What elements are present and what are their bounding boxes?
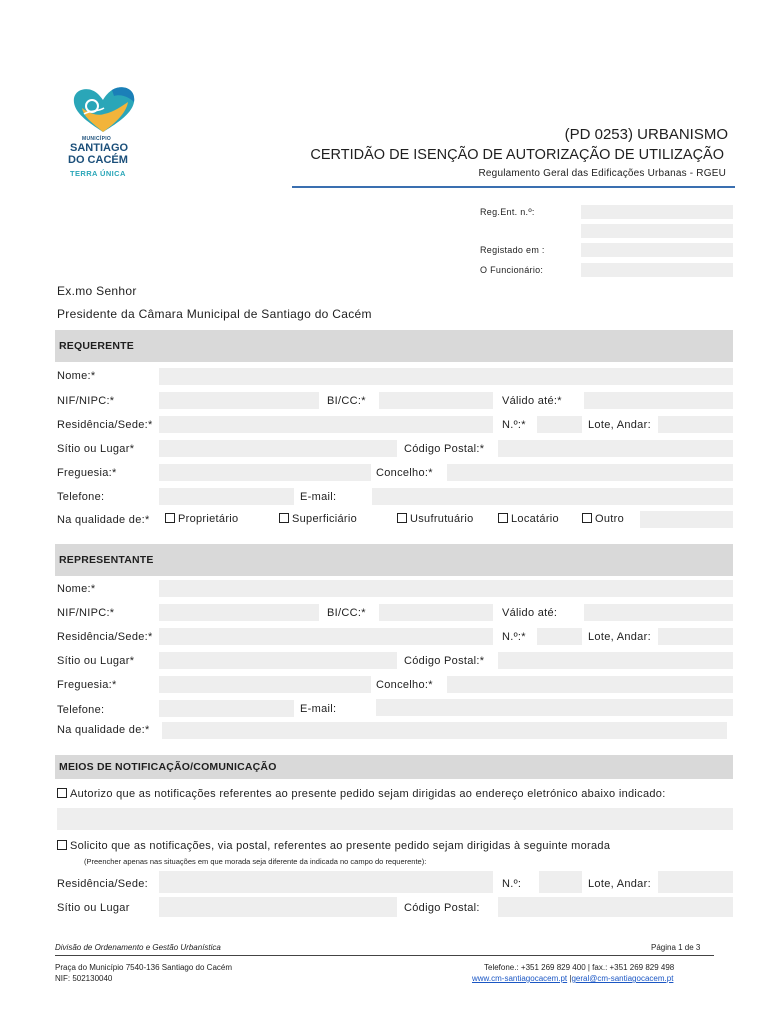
option-superficiario: Superficiário — [292, 513, 358, 525]
option-proprietario: Proprietário — [178, 513, 239, 525]
req-freguesia-label: Freguesia:* — [57, 467, 117, 479]
notif-residencia-label: Residência/Sede: — [57, 878, 149, 890]
req-nif-field[interactable] — [159, 392, 319, 409]
req-email-label: E-mail: — [300, 491, 337, 503]
req-valido-field[interactable] — [584, 392, 733, 409]
req-email-field[interactable] — [372, 488, 733, 505]
addressee-line1: Ex.mo Senhor — [57, 284, 137, 298]
req-residencia-field[interactable] — [159, 416, 493, 433]
rep-email-field[interactable] — [376, 699, 733, 716]
option-usufrutuario: Usufrutuário — [410, 513, 474, 525]
checkbox-outro[interactable] — [582, 513, 624, 525]
footer-address: Praça do Município 7540-136 Santiago do Cacém — [55, 963, 232, 972]
req-bi-field[interactable] — [379, 392, 493, 409]
footer-web-link[interactable]: www.cm-santiagocacem.pt — [472, 974, 568, 983]
rep-nome-field[interactable] — [159, 580, 733, 597]
reg-ent-label: Reg.Ent. n.º: — [480, 207, 535, 217]
footer-page: Página 1 de 3 — [651, 943, 701, 952]
notif-cp-field[interactable] — [498, 897, 733, 917]
notif-email-field[interactable] — [57, 808, 733, 830]
addressee-line2: Presidente da Câmara Municipal de Santiago do Cacém — [57, 307, 372, 321]
rep-qualidade-field[interactable] — [162, 722, 727, 739]
rep-residencia-field[interactable] — [159, 628, 493, 645]
logo-line1: MUNICÍPIO — [82, 136, 112, 142]
checkbox-icon — [498, 513, 508, 523]
req-qualidade-label: Na qualidade de:* — [57, 514, 150, 526]
rep-telefone-field[interactable] — [159, 700, 294, 717]
rep-residencia-label: Residência/Sede:* — [57, 631, 153, 643]
footer-separator: | — [567, 974, 572, 983]
rep-freguesia-label: Freguesia:* — [57, 679, 117, 691]
req-numero-label: N.º:* — [502, 419, 526, 431]
rep-nif-field[interactable] — [159, 604, 319, 621]
footer-email-link[interactable]: geral@cm-santiagocacem.pt — [571, 974, 674, 983]
rep-bi-field[interactable] — [379, 604, 493, 621]
checkbox-icon — [582, 513, 592, 523]
funcionario-label: O Funcionário: — [480, 265, 544, 275]
req-concelho-label: Concelho:* — [376, 467, 433, 479]
rep-valido-label: Válido até: — [502, 607, 558, 619]
checkbox-icon — [279, 513, 289, 523]
footer-divider — [55, 955, 714, 956]
logo-line3: DO CACÉM — [68, 154, 128, 166]
checkbox-icon — [397, 513, 407, 523]
funcionario-field[interactable] — [581, 263, 733, 277]
checkbox-superficiario[interactable] — [279, 513, 357, 525]
req-sitio-field[interactable] — [159, 440, 397, 457]
autorizo-text: Autorizo que as notificações referentes ao presente pedido sejam dirigidas ao endereço eletrónico abaixo indicado: — [70, 788, 666, 800]
reg-ent-field[interactable] — [581, 205, 733, 219]
footer-links — [472, 974, 673, 983]
section-representante: REPRESENTANTE — [55, 544, 733, 576]
checkbox-icon — [57, 840, 67, 850]
checkbox-autorizo[interactable] — [57, 788, 666, 800]
footer-phone: Telefone.: +351 269 829 400 | fax.: +351 269 829 498 — [484, 963, 675, 972]
req-freguesia-field[interactable] — [159, 464, 371, 481]
rep-concelho-field[interactable] — [447, 676, 733, 693]
rep-concelho-label: Concelho:* — [376, 679, 433, 691]
rep-numero-label: N.º:* — [502, 631, 526, 643]
checkbox-usufrutuario[interactable] — [397, 513, 474, 525]
section-notificacao: MEIOS DE NOTIFICAÇÃO/COMUNICAÇÃO — [55, 755, 733, 779]
rep-lote-field[interactable] — [658, 628, 733, 645]
rep-cp-field[interactable] — [498, 652, 733, 669]
rep-lote-label: Lote, Andar: — [588, 631, 651, 643]
option-outro: Outro — [595, 513, 625, 525]
req-nome-field[interactable] — [159, 368, 733, 385]
notif-residencia-field[interactable] — [159, 871, 493, 893]
req-cp-label: Código Postal:* — [404, 443, 485, 455]
notif-lote-field[interactable] — [658, 871, 733, 893]
rep-bi-label: BI/CC:* — [327, 607, 366, 619]
notif-cp-label: Código Postal: — [404, 902, 480, 914]
notif-sitio-label: Sítio ou Lugar — [57, 902, 130, 914]
municipality-logo — [62, 84, 142, 184]
rep-freguesia-field[interactable] — [159, 676, 371, 693]
footer-division: Divisão de Ordenamento e Gestão Urbanística — [55, 943, 221, 952]
document-title: CERTIDÃO DE ISENÇÃO DE AUTORIZAÇÃO DE UTILIZAÇÃO — [310, 147, 724, 163]
reg-ent-field-2[interactable] — [581, 224, 733, 238]
rep-qualidade-label: Na qualidade de:* — [57, 724, 150, 736]
req-numero-field[interactable] — [537, 416, 582, 433]
checkbox-icon — [57, 788, 67, 798]
rep-nome-label: Nome:* — [57, 583, 96, 595]
document-subtitle: Regulamento Geral das Edificações Urbanas - RGEU — [478, 168, 726, 179]
option-locatario: Locatário — [511, 513, 559, 525]
logo-line4: TERRA ÚNICA — [70, 169, 126, 178]
req-outro-field[interactable] — [640, 511, 733, 528]
rep-email-label: E-mail: — [300, 703, 337, 715]
solicito-text: Solicito que as notificações, via postal, referentes ao presente pedido sejam dirigidas à seguinte morada — [70, 840, 611, 852]
rep-telefone-label: Telefone: — [57, 704, 105, 716]
notif-numero-field[interactable] — [539, 871, 582, 893]
registado-field[interactable] — [581, 243, 733, 257]
checkbox-solicito[interactable] — [57, 840, 610, 852]
checkbox-proprietario[interactable] — [165, 513, 238, 525]
req-bi-label: BI/CC:* — [327, 395, 366, 407]
rep-numero-field[interactable] — [537, 628, 582, 645]
rep-nif-label: NIF/NIPC:* — [57, 607, 115, 619]
req-residencia-label: Residência/Sede:* — [57, 419, 153, 431]
req-nome-label: Nome:* — [57, 370, 96, 382]
rep-cp-label: Código Postal:* — [404, 655, 485, 667]
header-accent-line — [292, 186, 735, 188]
req-nif-label: NIF/NIPC:* — [57, 395, 115, 407]
req-cp-field[interactable] — [498, 440, 733, 457]
notif-sitio-field[interactable] — [159, 897, 397, 917]
req-telefone-label: Telefone: — [57, 491, 105, 503]
logo-line2: SANTIAGO — [70, 142, 129, 154]
registado-label: Registado em : — [480, 245, 545, 255]
req-valido-label: Válido até:* — [502, 395, 562, 407]
footer-nif: NIF: 502130040 — [55, 974, 113, 983]
req-lote-label: Lote, Andar: — [588, 419, 651, 431]
rep-sitio-label: Sítio ou Lugar* — [57, 655, 135, 667]
notif-numero-label: N.º: — [502, 878, 522, 890]
rep-valido-field[interactable] — [584, 604, 733, 621]
document-code: (PD 0253) URBANISMO — [564, 126, 728, 143]
notif-nota: (Preencher apenas nas situações em que morada seja diferente da indicada no campo do requerente): — [84, 857, 427, 866]
req-concelho-field[interactable] — [447, 464, 733, 481]
req-telefone-field[interactable] — [159, 488, 294, 505]
req-sitio-label: Sítio ou Lugar* — [57, 443, 135, 455]
section-requerente: REQUERENTE — [55, 330, 733, 362]
rep-sitio-field[interactable] — [159, 652, 397, 669]
checkbox-icon — [165, 513, 175, 523]
checkbox-locatario[interactable] — [498, 513, 559, 525]
notif-lote-label: Lote, Andar: — [588, 878, 651, 890]
req-lote-field[interactable] — [658, 416, 733, 433]
heart-logo-icon — [68, 84, 138, 136]
